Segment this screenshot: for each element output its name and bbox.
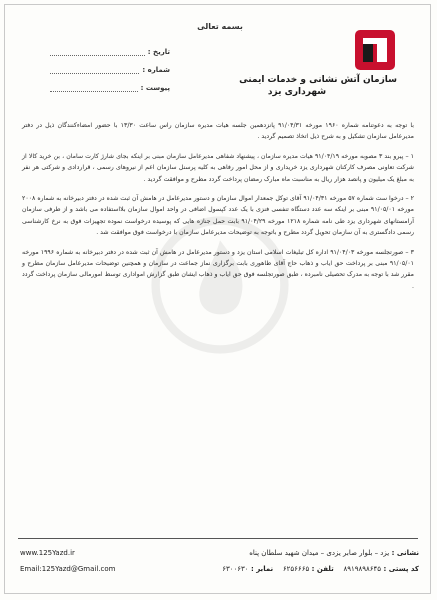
- email-link[interactable]: Email:125Yazd@Gmail.com: [20, 565, 116, 573]
- fax-value: ۶۳۰۰۶۳۰: [222, 565, 249, 573]
- date-field: [50, 38, 170, 56]
- paragraph-item-2: ۲ – درخوا ست شماره ۵۷ مورخه ۹۱/۰۴/۳۱ آقای توکل جمعدار اموال سازمان و دستور مدیرعامل در هامش آن ثبت شده در دفتر دبیرخانه به شماره ۲۰۰۸ مورخه ۹۱/۰۵/۰۱ مبنی بر اینکه سه عدد دستگاه تنفسی فنزی با یک عدد کپسول اضافی در واحد اموال سازمان بلااستفاده می باشد و از طرفی سازمان آرامستانهای شهرداری یزد طی نامه شماره ۱۲۱۸ مورخه ۹۱/۰۴/۲۹ بابت حمل جنازه هایی که پوسیده درخواست نموده تجهیزات فوق به نرخ کارشناسی رسمی دادگستری به آن سازمان تحویل گردد مطرح و باتوجه به توضیحات مدیرعامل سازمان با درخواست فوق موافقت شد .: [22, 195, 415, 237]
- paragraph-intro: با توجه به دعوتنامه شماره ۱۹۶۰ مورخه ۹۱/۰۴/۳۱ پانزدهمین جلسه هیات مدیره سازمان راس ساعت ۱۳/۳۰ با حضور امضاءکنندگان ذیل در دفتر مدیرعامل سازمان تشکیل و به شرح ذیل اتخاذ تصمیم گردید .: [22, 122, 415, 141]
- website-link[interactable]: www.125Yazd.ir: [20, 549, 75, 557]
- date-line: [50, 49, 145, 56]
- letter-body: [22, 120, 414, 300]
- organization-name: [227, 74, 397, 98]
- footer-divider: [18, 538, 418, 539]
- codes-row: [199, 561, 419, 577]
- postal-value: ۸۹۱۹۸۹۸۶۴۵: [343, 565, 382, 573]
- date-label: تاریخ :: [147, 48, 170, 56]
- address-label: نشانی :: [391, 549, 419, 557]
- fax-label: نمابر :: [250, 565, 274, 573]
- phone-value: ۶۲۵۶۶۶۵: [282, 565, 310, 573]
- letter-meta: [50, 38, 170, 92]
- number-field: [50, 56, 170, 74]
- footer-contact-web: [20, 545, 190, 577]
- fire-department-logo-icon: [353, 28, 397, 72]
- address-row: [199, 545, 419, 561]
- number-line: [50, 67, 139, 74]
- attachment-field: [50, 74, 170, 92]
- organization-line-2: شهرداری یزد: [267, 87, 327, 97]
- bismillah-heading: بسمه تعالی: [197, 22, 243, 31]
- attachment-label: پیوست :: [140, 84, 170, 92]
- number-label: شماره :: [142, 66, 170, 74]
- phone-label: تلفن :: [311, 565, 334, 573]
- paragraph-item-1: ۱ – پیرو بند ۳ مصوبه مورخه ۹۱/۰۴/۱۹ هیات مدیره سازمان ، پیشنهاد شفاهی مدیرعامل سازمان مبنی بر اینکه بجای شارژ کارت سامان ، بن خرید کالا از شرکت تعاونی مصرف کارکنان شهرداری یزد خریداری و از محل امور رفاهی به کلیه پرسنل سازمان اعم از نیروهای رسمی ، قراردادی و شرکتی هر نفر به مبلغ یک میلیون و پانصد هزار ریال به مناسبت ماه مبارک رمضان پرداخت گردد مطرح و موافقت گردید .: [22, 152, 414, 183]
- address-value: یزد – بلوار صابر یزدی – میدان شهید سلطان پناه: [249, 549, 390, 557]
- organization-line-1: سازمان آتش نشانی و خدمات ایمنی: [239, 75, 397, 85]
- postal-label: کد پستی :: [383, 565, 419, 573]
- paragraph-item-3: ۳ – صورتجلسه مورخه ۹۱/۰۴/۰۳ اداره کل تبلیغات اسلامی استان یزد و دستور مدیرعامل در هامش آن ثبت شده در دفتر دبیرخانه به شماره ۱۹۹۶ مورخه ۹۱/۰۵/۰۱ مبنی بر پرداخت حق ایاب و ذهاب حاج آقای طاهوری بابت برگزاری نماز جماعت در سازمان و همچنین توضیحات مدیرعامل سازمان مطرح و مقرر شد با توجه به مدرک تحصیلی نامبرده ، طبق صورتجلسه فوق حق ایاب و ذهاب ایشان طبق گزارش امواداری توسط امورمالی سازمان پرداخت گردد .: [22, 248, 414, 290]
- footer-contact-address: [199, 545, 419, 577]
- attachment-line: [50, 85, 138, 92]
